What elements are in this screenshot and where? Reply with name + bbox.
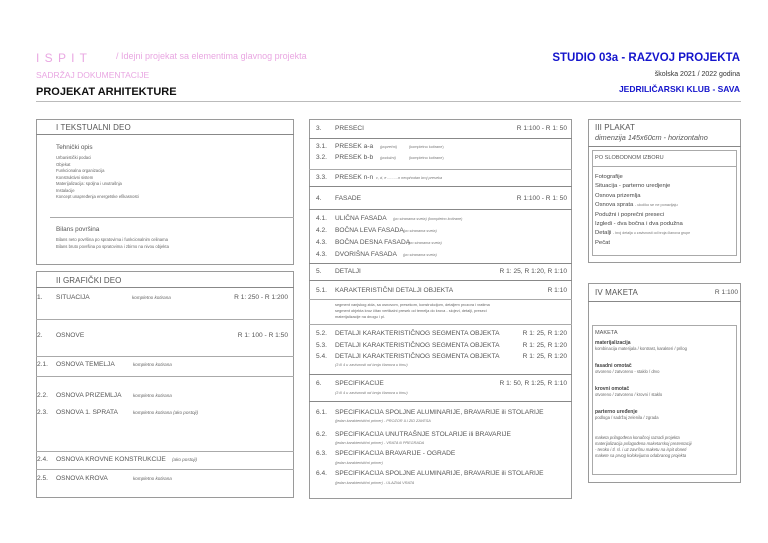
area-balance: Bilans površina (56, 226, 100, 233)
list-item: Urbanistički podaci (56, 155, 92, 160)
divider (588, 146, 741, 147)
project-title: PROJEKAT ARHITEKTURE (36, 86, 177, 98)
poster-heading: III PLAKAT (595, 123, 635, 132)
studio-title: STUDIO 03a - RAZVOJ PROJEKTA (552, 52, 740, 64)
divider (592, 166, 737, 167)
table-row: 2.5. (37, 475, 48, 482)
table-row: 5. (316, 268, 322, 275)
table-row-note: (jedan karakteristični primer) (335, 461, 383, 465)
graphic-heading: II GRAFIČKI DEO (56, 276, 122, 285)
table-row-label: DETALJI KARAKTERISTIČNOG SEGMENTA OBJEKTA (335, 330, 500, 337)
table-row-note: (po stranama sveta) (403, 253, 437, 257)
divider (309, 138, 572, 139)
list-item: Koncept unapređenja energetske efikasnosti (56, 194, 139, 199)
table-row: 6.4. (316, 470, 327, 477)
list-item: Objekat (56, 161, 71, 167)
divider (36, 376, 294, 377)
scale-label: R 1:100 (714, 289, 738, 296)
table-row: 6.1. (316, 409, 327, 416)
table-row-label: OSNOVA TEMELJA (56, 361, 115, 368)
table-row-note: kompletno kotirana (133, 362, 172, 367)
table-row: 3.3. (316, 174, 327, 181)
list-item: Izgledi - dva bočna i dva podužna (595, 221, 683, 228)
table-row-label: KARAKTERISTIČNI DETALJI OBJEKTA (335, 287, 454, 294)
table-row-label: PRESEK a-a (335, 143, 374, 150)
table-row-label: DVORIŠNA FASADA (335, 251, 397, 258)
table-row-label: OSNOVA PRIZEMLJA (56, 392, 122, 399)
detail-description (335, 302, 490, 320)
table-row-label: DETALJI KARAKTERISTIČNOG SEGMENTA OBJEKTA (335, 353, 500, 360)
table-row: 4.2. (316, 227, 327, 234)
table-row-note: (po stranama sveta) (kompletno kotirane) (393, 217, 463, 221)
list-item: Podužni i poprečni preseci (595, 211, 665, 218)
table-row: 2. (37, 332, 43, 339)
table-row: 6.3. (316, 450, 327, 457)
table-row: 6. (316, 380, 322, 387)
table-row: 5.1. (316, 287, 327, 294)
table-row: 2.1. (37, 361, 48, 368)
technical-items (56, 155, 139, 201)
table-row-note: (poprečni) (380, 145, 398, 149)
free-choice-label: PO SLOBODNOM IZBORU (595, 155, 664, 161)
poster-dimension: dimenzija 145x60cm - horizontalno (595, 133, 708, 142)
list-item: Bilans bruto površina po spratovima i zbirno na nivou objekta (56, 243, 169, 249)
model-heading: IV MAKETA (595, 288, 638, 297)
table-row: 4. (316, 195, 322, 202)
divider (36, 134, 294, 135)
facade-envelope: fasadni omotač otvoreno / zatvoreno - staklo / drvo (595, 363, 660, 374)
list-item: Funkcionalna organizacija (56, 168, 105, 173)
table-row-label: ULIČNA FASADA (335, 215, 387, 222)
table-row-note: kompletno kotirana (133, 393, 172, 398)
area-items (56, 237, 169, 250)
scale-label: R 1: 50, R 1:25, R 1:10 (499, 380, 567, 387)
table-row-label: PRESECI (335, 125, 364, 132)
divider (50, 217, 294, 218)
table-row: 6.2. (316, 431, 327, 438)
table-row-note: (jedan karakteristični primer) - ULAZNA VRATA (335, 481, 415, 485)
table-row-label: SPECIFIKACIJE (335, 380, 384, 387)
table-row-note: (po stranama sveta) (408, 241, 442, 245)
table-row: 3.2. (316, 154, 327, 161)
list-item: Detalji - broj detalja u zavisnosti od broja članova grupe (595, 230, 691, 237)
table-row-label: DETALJI KARAKTERISTIČNOG SEGMENTA OBJEKTA (335, 342, 500, 349)
list-item: Fotografije (595, 174, 623, 180)
scale-label: R 1:100 - R 1: 50 (516, 195, 567, 202)
divider (309, 401, 572, 402)
table-row-note: (3 ili 4 u zavisnosti od broja članova u timu) (335, 391, 408, 395)
table-row-label: PRESEK b-b (335, 154, 374, 161)
table-row-label: OSNOVA 1. SPRATA (56, 409, 118, 416)
table-row-label: OSNOVA KROVA (56, 475, 108, 482)
table-row-label: SPECIFIKACIJA SPOLJNE ALUMINARIJE, BRAVARIJE ili STOLARIJE (335, 409, 544, 416)
table-row-label: OSNOVA KROVNE KONSTRUKCIJE (56, 456, 166, 463)
table-row: 3.1. (316, 143, 327, 150)
table-row-note: (podužni) (380, 156, 396, 160)
table-row-note: (jedan karakteristični primer) - PROZOR ILI ZID ZAVESA (335, 419, 431, 423)
header-divider (36, 101, 741, 102)
table-row-label: BOČNA LEVA FASADA (335, 227, 404, 234)
table-row-label: BOČNA DESNA FASADA (335, 239, 411, 246)
divider (309, 209, 572, 210)
table-row-label: OSNOVE (56, 332, 85, 339)
scale-label: R 1: 100 - R 1:50 (237, 332, 288, 339)
list-item: Situacija - parterno uredjenje (595, 183, 671, 190)
roof-envelope: krovni omotač otvoreno / zatvoreno / krovni / staklo (595, 386, 663, 397)
table-row-label: FASADE (335, 195, 362, 202)
list-item: Osnova sprata - ukoliko se ne ponavljaju (595, 202, 678, 209)
table-row: 2.4. (37, 456, 48, 463)
divider (36, 469, 294, 470)
scale-label: R 1: 25, R 1:20 (522, 330, 567, 337)
table-row-note: c, d, e ..........n neophodan broj preseka (376, 176, 443, 180)
table-row: 5.4. (316, 353, 327, 360)
table-row: 3. (316, 125, 322, 132)
scale-label: R 1: 25, R 1:20 (522, 342, 567, 349)
table-row-note: kompletno kotirana (ako postoji) (133, 410, 199, 415)
technical-description: Tehnički opis (56, 144, 93, 151)
club-name: JEDRILIČARSKI KLUB - SAVA (618, 84, 740, 94)
table-row-label: SPECIFIKACIJA SPOLJNE ALUMINARIJE, BRAVARIJE ili STOLARIJE (335, 470, 544, 477)
table-row-label: PRESEK n-n (335, 174, 374, 181)
list-item: Bilans neto površina po spratovima i funkcionalnim celinama (56, 237, 168, 242)
model-label: MAKETA (595, 330, 618, 336)
materialization: materijalizacija kombinacija materijala / kontrast, karakteri / prilog (595, 340, 687, 351)
scale-label: R 1: 250 - R 1:200 (234, 294, 288, 301)
divider (309, 280, 572, 281)
divider (309, 169, 572, 170)
table-row-note: (3 ili 4 u zavisnosti od broja članova u timu) (335, 363, 408, 367)
exam-subtitle: / Idejni projekat sa elementima glavnog projekta (116, 51, 307, 61)
table-row-note: (ako postoji) (172, 457, 198, 462)
table-row-note: kompletno kotirana (133, 476, 172, 481)
scale-label: R 1: 25, R 1:20 (522, 353, 567, 360)
list-item: Konstruktivni sistem (56, 174, 94, 180)
scale-label: R 1:100 - R 1: 50 (516, 125, 567, 132)
exam-title: I S P I T (36, 51, 88, 65)
textual-heading: I TEKSTUALNI DEO (56, 123, 131, 132)
divider (309, 299, 572, 300)
model-notes: maketa prilagođena konačnoj razradi projekta materijalizacija prilagođena maketarskoj prezentaciji - teroko i tl. sl. i uz završnu maketu na ispit doneti makete sa prvog kolokvijuma odabranog projekta (595, 435, 692, 458)
table-row-note: (kompletno kotirane) (409, 145, 444, 149)
list-item: Materijalizacija: spoljna i unutrašnja (56, 181, 122, 186)
divider (309, 374, 572, 375)
table-row: 4.1. (316, 215, 327, 222)
list-item: Pečat (595, 239, 611, 246)
documentation-title: SADRŽAJ DOKUMENTACIJE (36, 70, 150, 80)
table-row: 1. (37, 294, 43, 301)
table-row: 5.3. (316, 342, 327, 349)
graphic-section (36, 271, 294, 498)
table-row-note: (jedan karakteristični primer) - VRATA ili PREGRADA (335, 441, 425, 445)
table-row-label: SITUACIJA (56, 294, 90, 301)
list-item: Osnova prizemlja (595, 192, 641, 199)
divider (36, 451, 294, 452)
table-row: 4.3. (316, 251, 327, 258)
list-item: segment objekta kroz čitav vertikalni presek od temelja do krova - slojevi, detalji, preseci (335, 308, 487, 313)
divider (309, 324, 572, 325)
scale-label: R 1: 25, R 1:20, R 1:10 (499, 268, 567, 275)
divider (309, 263, 572, 264)
table-row-label: DETALJI (335, 268, 361, 275)
table-row-label: SPECIFIKACIJA UNUTRAŠNJE STOLARIJE ili BRAVARIJE (335, 431, 511, 438)
table-row-label: SPECIFIKACIJA BRAVARIJE - OGRADE (335, 450, 456, 457)
list-item: materijalizacije na dnogu i pl. (335, 314, 385, 319)
divider (36, 319, 294, 320)
table-row: 4.3. (316, 239, 327, 246)
divider (36, 356, 294, 357)
table-row: 2.2. (37, 392, 48, 399)
list-item: segment vanjskog zida, sa osnovom, presekom, konstrukcijom, detaljem prozora i vratima (335, 302, 490, 307)
table-row-note: (po stranama sveta) (403, 229, 437, 233)
table-row: 5.2. (316, 330, 327, 337)
school-year: školska 2021 / 2022 godina (654, 71, 740, 78)
divider (588, 301, 741, 302)
divider (36, 287, 294, 288)
list-item: Instalacije (56, 187, 75, 193)
scale-label: R 1:10 (547, 287, 567, 294)
landscaping: parterno uređenje podloga / sadržaj zelenila / zgrada (595, 409, 659, 420)
table-row-note: (kompletno kotirane) (409, 156, 444, 160)
divider (309, 186, 572, 187)
poster-items (595, 173, 690, 248)
table-row-note: kompletno kotirana (132, 295, 171, 300)
table-row: 2.3. (37, 409, 48, 416)
